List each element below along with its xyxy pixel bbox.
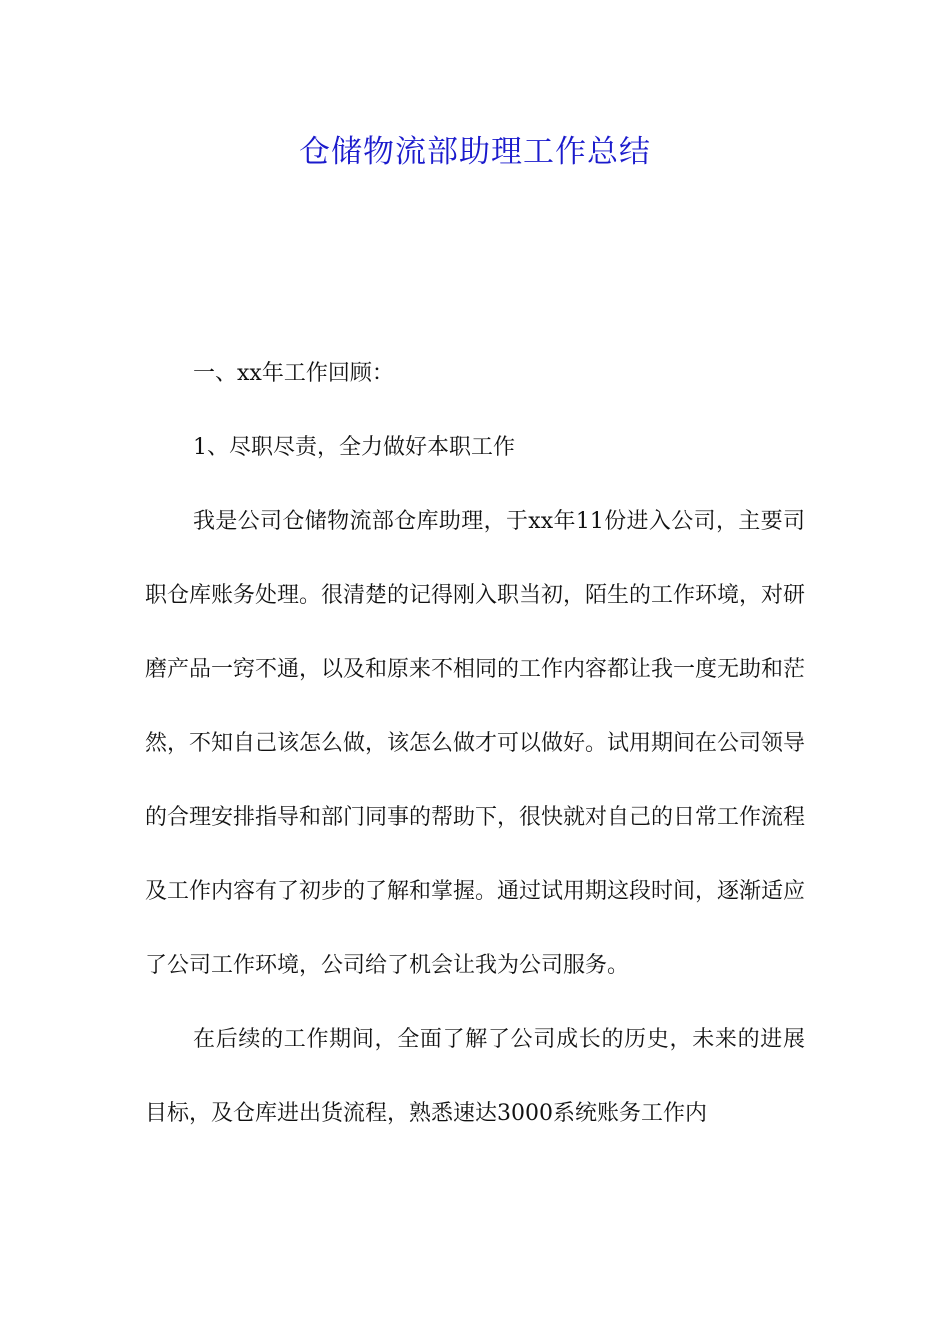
body-paragraph: 我是公司仓储物流部仓库助理，于xx年11份进入公司，主要司职仓库账务处理。很清楚的记得刚入职当初，陌生的工作环境，对研磨产品一窍不通，以及和原来不相同的工作内容都让我一度无助和茫然，不知自己该怎么做，该怎么做才可以做好。试用期间在公司领导的合理安排指导和部门同事的帮助下，很快就对自己的日常工作流程及工作内容有了初步的了解和掌握。通过试用期这段时间，逐渐适应了公司工作环境，公司给了机会让我为公司服务。 [145, 509, 806, 978]
body-paragraph: 在后续的工作期间，全面了解了公司成长的历史，未来的进展目标，及仓库进出货流程，熟悉速达3000系统账务工作内 [145, 1027, 805, 1126]
document-title: 仓储物流部助理工作总结 [299, 134, 651, 170]
section-heading: 一、xx年工作回顾： [193, 361, 394, 386]
document-body [145, 337, 805, 1151]
subsection-heading: 1、尽职尽责，全力做好本职工作 [193, 435, 515, 460]
